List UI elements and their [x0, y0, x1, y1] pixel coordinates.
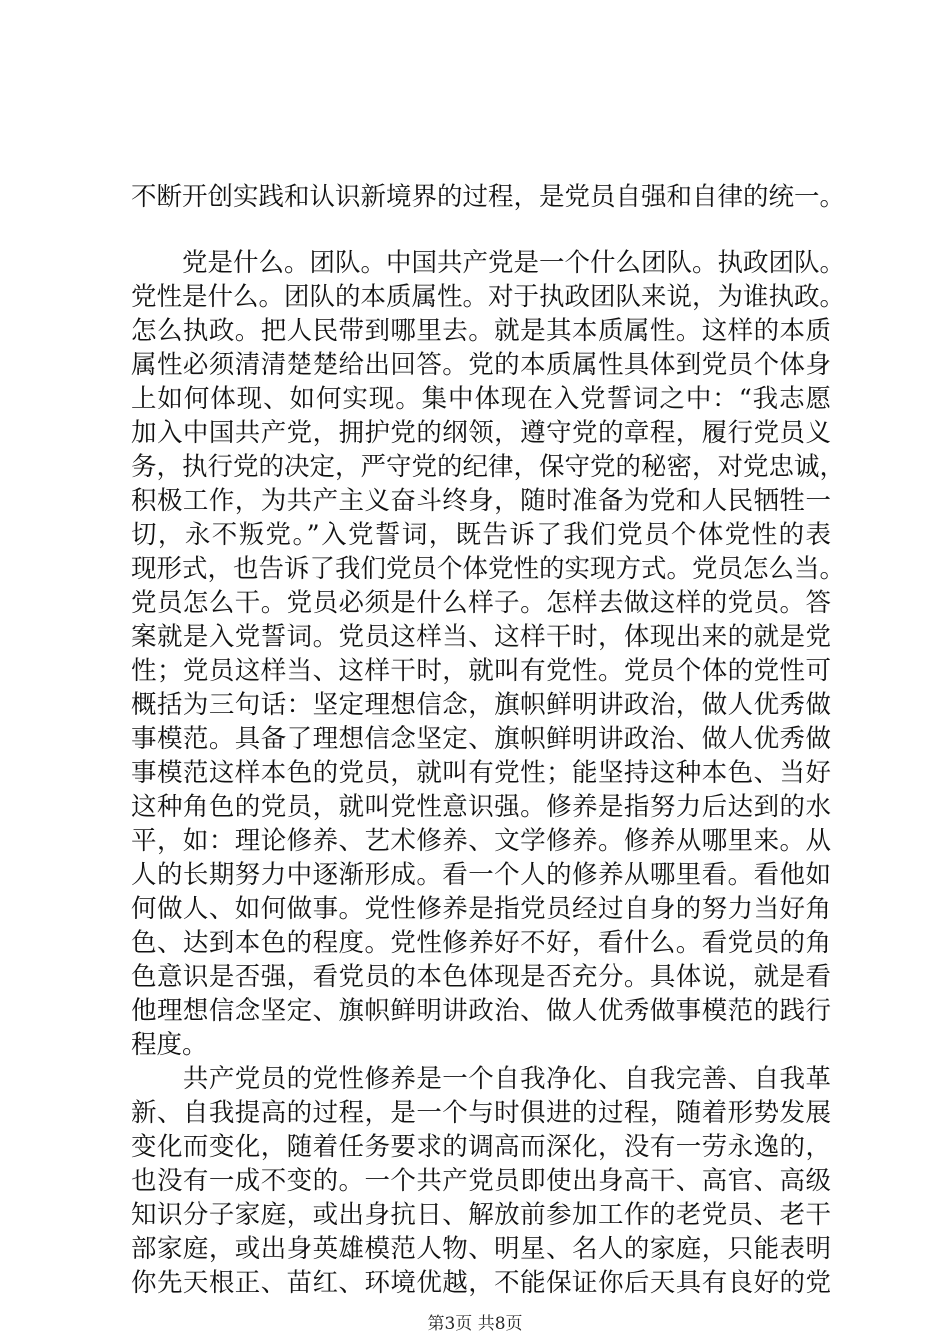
text-line: 现形式，也告诉了我们党员个体党性的实现方式。党员怎么当。: [131, 554, 846, 584]
text-line: 怎么执政。把人民带到哪里去。就是其本质属性。这样的本质: [131, 316, 831, 346]
text-line: 不断开创实践和认识新境界的过程，是党员自强和自律的统一。: [131, 182, 846, 212]
text-line: 案就是入党誓词。党员这样当、这样干时，体现出来的就是党: [131, 622, 831, 652]
text-line: 人的长期努力中逐渐形成。看一个人的修养从哪里看。看他如: [131, 860, 831, 890]
text-line: 色意识是否强，看党员的本色体现是否充分。具体说，就是看: [131, 962, 831, 992]
text-line: 切，永不叛党。”入党誓词，既告诉了我们党员个体党性的表: [131, 520, 831, 550]
text-line: 变化而变化，随着任务要求的调高而深化，没有一劳永逸的，: [131, 1132, 831, 1162]
text-line: 何做人、如何做事。党性修养是指党员经过自身的努力当好角: [131, 894, 831, 924]
text-line: 事模范这样本色的党员，就叫有党性；能坚持这种本色、当好: [131, 758, 831, 788]
text-line: 共产党员的党性修养是一个自我净化、自我完善、自我革: [131, 1064, 831, 1094]
text-line: 务，执行党的决定，严守党的纪律，保守党的秘密，对党忠诚，: [131, 452, 846, 482]
text-line: 党员怎么干。党员必须是什么样子。怎样去做这样的党员。答: [131, 588, 831, 618]
text-line: 部家庭，或出身英雄模范人物、明星、名人的家庭，只能表明: [131, 1234, 831, 1264]
text-line: 性；党员这样当、这样干时，就叫有党性。党员个体的党性可: [131, 656, 831, 686]
text-line: 你先天根正、苗红、环境优越，不能保证你后天具有良好的党: [131, 1268, 831, 1298]
text-line: 平，如：理论修养、艺术修养、文学修养。修养从哪里来。从: [131, 826, 831, 856]
text-line: 新、自我提高的过程，是一个与时俱进的过程，随着形势发展: [131, 1098, 831, 1128]
text-line: 也没有一成不变的。一个共产党员即使出身高干、高官、高级: [131, 1166, 831, 1196]
text-line: 概括为三句话：坚定理想信念，旗帜鲜明讲政治，做人优秀做: [131, 690, 831, 720]
text-line: 知识分子家庭，或出身抗日、解放前参加工作的老党员、老干: [131, 1200, 831, 1230]
text-line: 党性是什么。团队的本质属性。对于执政团队来说，为谁执政。: [131, 282, 846, 312]
text-line: 属性必须清清楚楚给出回答。党的本质属性具体到党员个体身: [131, 350, 831, 380]
text-line: 他理想信念坚定、旗帜鲜明讲政治、做人优秀做事模范的践行: [131, 996, 831, 1026]
text-line: 这种角色的党员，就叫党性意识强。修养是指努力后达到的水: [131, 792, 831, 822]
text-line: 积极工作，为共产主义奋斗终身，随时准备为党和人民牺牲一: [131, 486, 831, 516]
text-line: 程度。: [131, 1030, 208, 1060]
text-line: 事模范。具备了理想信念坚定、旗帜鲜明讲政治、做人优秀做: [131, 724, 831, 754]
text-line: 加入中国共产党，拥护党的纲领，遵守党的章程，履行党员义: [131, 418, 831, 448]
page-footer: 第3页 共8页: [427, 1314, 523, 1334]
text-line: 上如何体现、如何实现。集中体现在入党誓词之中：“我志愿: [131, 384, 831, 414]
text-line: 党是什么。团队。中国共产党是一个什么团队。执政团队。: [131, 248, 846, 278]
text-line: 色、达到本色的程度。党性修养好不好，看什么。看党员的角: [131, 928, 831, 958]
